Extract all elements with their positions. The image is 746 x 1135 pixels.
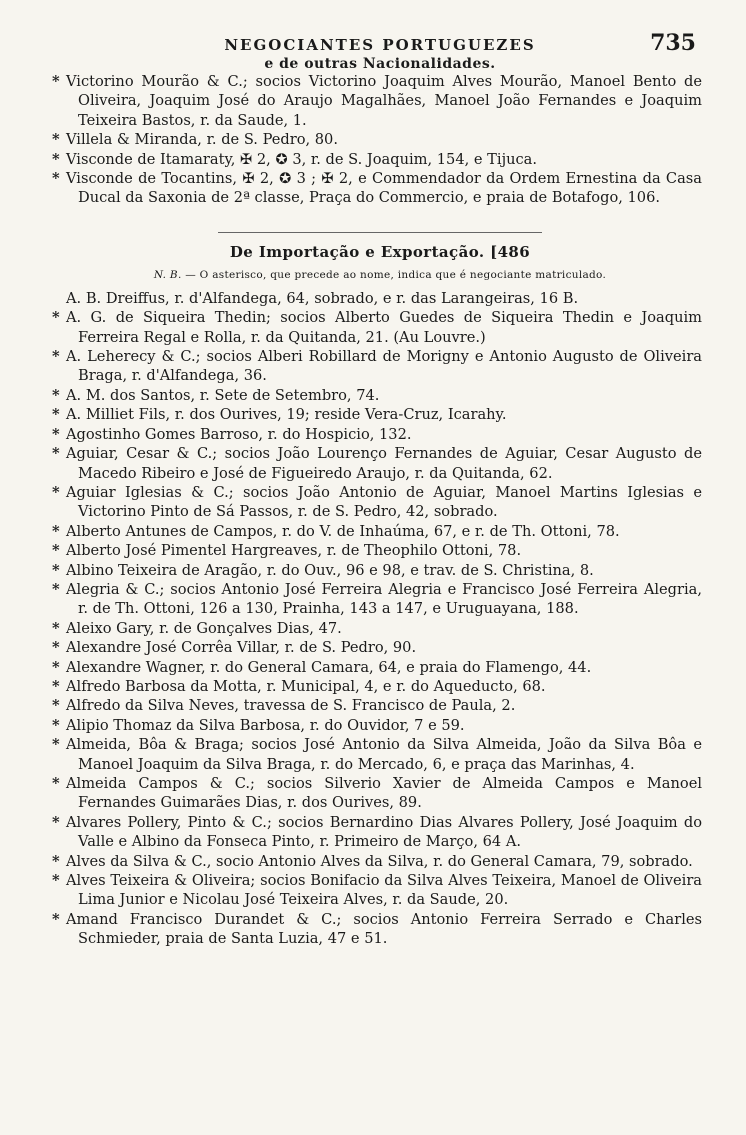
page-number: 735 [650,30,696,56]
entry-text: Victorino Mourão & C.; socios Victorino Joaquim Alves Mourão, Manoel Bento de Oliveira, Joaquim José do Araujo Magalhães, Manoel João Fernandes e Joaquim Teixeira Bastos, r. da Saude, 1. [66,73,702,129]
registered-asterisk: * [52,150,60,168]
registered-asterisk: * [52,542,60,560]
directory-entry [52,150,702,169]
registered-asterisk: * [52,483,60,501]
entry-text: Albino Teixeira de Aragão, r. do Ouv., 96 e 98, e trav. de S. Christina, 8. [66,561,594,579]
note-prefix: N. B. [153,268,182,281]
entry-text: A. G. de Siqueira Thedin; socios Alberto Guedes de Siqueira Thedin e Joaquim Ferreira Regal e Rolla, r. da Quitanda, 21. (Au Louvre.) [66,309,702,346]
directory-entry [52,347,702,386]
running-title: NEGOCIANTES PORTUGUEZES [224,36,536,54]
directory-entry [52,871,702,910]
directory-entry [52,386,702,405]
registered-asterisk: * [52,677,60,695]
registered-asterisk: * [52,658,60,676]
entry-text: Alberto José Pimentel Hargreaves, r. de Theophilo Ottoni, 78. [66,542,522,560]
entry-text: Amand Francisco Durandet & C.; socios Antonio Ferreira Serrado e Charles Schmieder, praia de Santa Luzia, 47 e 51. [66,910,702,948]
entry-text: Alvares Pollery, Pinto & C.; socios Bernardino Dias Alvares Pollery, José Joaquim do Valle e Albino da Fonseca Pinto, r. Primeiro de Março, 64 A. [66,813,702,851]
entry-text: Alves Teixeira & Oliveira; socios Bonifacio da Silva Alves Teixeira, Manoel de Oliveira Lima Junior e Nicolau José Teixeira Alves, r. da Saude, 20. [66,872,702,909]
section-count: [486 [490,242,531,261]
entry-text: Alegria & C.; socios Antonio José Ferreira Alegria e Francisco José Ferreira Alegria, r. de Th. Ottoni, 126 a 130, Prainha, 143 a 147, e Uruguayana, 188. [66,580,702,618]
directory-entry [52,852,702,871]
registered-asterisk: * [52,386,60,404]
registered-asterisk: * [52,639,60,657]
directory-entry [52,696,702,715]
entry-text: Alfredo Barbosa da Motta, r. Municipal, 4, e r. do Aqueducto, 68. [66,677,546,695]
registered-asterisk: * [52,561,60,579]
registered-asterisk: * [52,736,60,754]
registered-asterisk: * [52,445,60,463]
entry-text: Aguiar, Cesar & C.; socios João Lourenço Fernandes de Aguiar, Cesar Augusto de Macedo Ribeiro e José de Figueiredo Araujo, r. da Quitanda, 62. [66,445,702,482]
entry-text: Villela & Miranda, r. de S. Pedro, 80. [66,131,338,149]
directory-entry [52,580,702,619]
registered-asterisk: * [52,425,60,443]
registered-asterisk: * [52,852,60,870]
directory-entry [52,910,702,949]
directory-entry [52,425,702,444]
entry-text: Alves da Silva & C., socio Antonio Alves da Silva, r. do General Camara, 79, sobrado. [66,852,693,870]
registered-asterisk: * [52,716,60,734]
registered-asterisk: * [52,170,60,188]
registered-asterisk: * [52,697,60,715]
directory-entry [52,658,702,677]
directory-entry [52,308,702,347]
directory-entry [52,716,702,735]
note-text: — O asterisco, que precede ao nome, indica que é negociante matriculado. [185,268,607,281]
registered-asterisk: * [52,872,60,890]
registered-asterisk: * [52,406,60,424]
entry-text: Aleixo Gary, r. de Gonçalves Dias, 47. [66,619,342,637]
directory-entry [58,289,702,308]
directory-entry [52,169,702,208]
directory-entry [52,735,702,774]
entry-text: Visconde de Tocantins, ✠ 2, ✪ 3 ; ✠ 2, e Commendador da Ordem Ernestina da Casa Ducal da Saxonia de 2ª classe, Praça do Commercio, e praia de Botafogo, 106. [66,170,702,207]
entry-text: Alipio Thomaz da Silva Barbosa, r. do Ouvidor, 7 e 59. [66,716,465,734]
section-title: De Importação e Exportação. [229,242,485,261]
registered-asterisk: * [52,309,60,327]
directory-entry [52,561,702,580]
registered-asterisk: * [52,775,60,792]
section-heading [218,232,542,261]
entry-text: Almeida, Bôa & Braga; socios José Antonio da Silva Almeida, João da Silva Bôa e Manoel Joaquim da Silva Braga, r. do Mercado, 6, e praça das Marinhas, 4. [66,736,702,773]
entry-list [52,289,702,949]
registered-asterisk: * [52,73,60,90]
directory-entry [52,405,702,424]
directory-entry [52,72,702,130]
directory-entry [52,444,702,483]
entry-text: A. Milliet Fils, r. dos Ourives, 19; reside Vera-Cruz, Icarahy. [66,406,507,424]
registered-asterisk: * [52,910,60,928]
entry-text: Almeida Campos & C.; socios Silverio Xavier de Almeida Campos e Manoel Fernandes Guimarães Dias, r. dos Ourives, 89. [66,775,702,812]
entry-text: Alberto Antunes de Campos, r. do V. de Inhaúma, 67, e r. de Th. Ottoni, 78. [66,522,620,540]
page-subtitle: e de outras Nacionalidades. [264,56,496,72]
entry-list-continued [52,72,702,208]
directory-entry [52,619,702,638]
registered-asterisk: * [52,619,60,637]
registered-asterisk: * [52,580,60,598]
directory-entry [52,130,702,149]
entry-text: Visconde de Itamaraty, ✠ 2, ✪ 3, r. de S. Joaquim, 154, e Tijuca. [66,150,538,168]
registered-asterisk: * [52,522,60,540]
entry-text: Alexandre Wagner, r. do General Camara, 64, e praia do Flamengo, 44. [66,658,592,676]
directory-entry [52,638,702,657]
entry-text: A. M. dos Santos, r. Sete de Setembro, 74. [66,386,380,404]
registered-asterisk: * [52,813,60,831]
entry-text: Alexandre José Corrêa Villar, r. de S. Pedro, 90. [66,639,417,657]
directory-entry [52,813,702,852]
entry-text: Agostinho Gomes Barroso, r. do Hospicio, 132. [66,425,412,443]
directory-entry [52,677,702,696]
directory-entry [52,774,702,813]
entry-text: Alfredo da Silva Neves, travessa de S. Francisco de Paula, 2. [66,697,516,715]
registered-asterisk: * [52,131,60,149]
directory-entry [52,522,702,541]
page-header [58,30,702,72]
entry-text: Aguiar Iglesias & C.; socios João Antonio de Aguiar, Manoel Martins Iglesias e Victorino Pinto de Sá Passos, r. de S. Pedro, 42, sobrado. [66,483,702,521]
directory-entry [52,483,702,522]
asterisk-note [58,269,702,281]
registered-asterisk: * [52,348,60,366]
entry-text: A. Leherecy & C.; socios Alberi Robillard de Morigny e Antonio Augusto de Oliveira Braga, r. d'Alfandega, 36. [66,348,702,385]
directory-entry [52,541,702,560]
entry-text: A. B. Dreiffus, r. d'Alfandega, 64, sobrado, e r. das Larangeiras, 16 B. [66,289,579,307]
